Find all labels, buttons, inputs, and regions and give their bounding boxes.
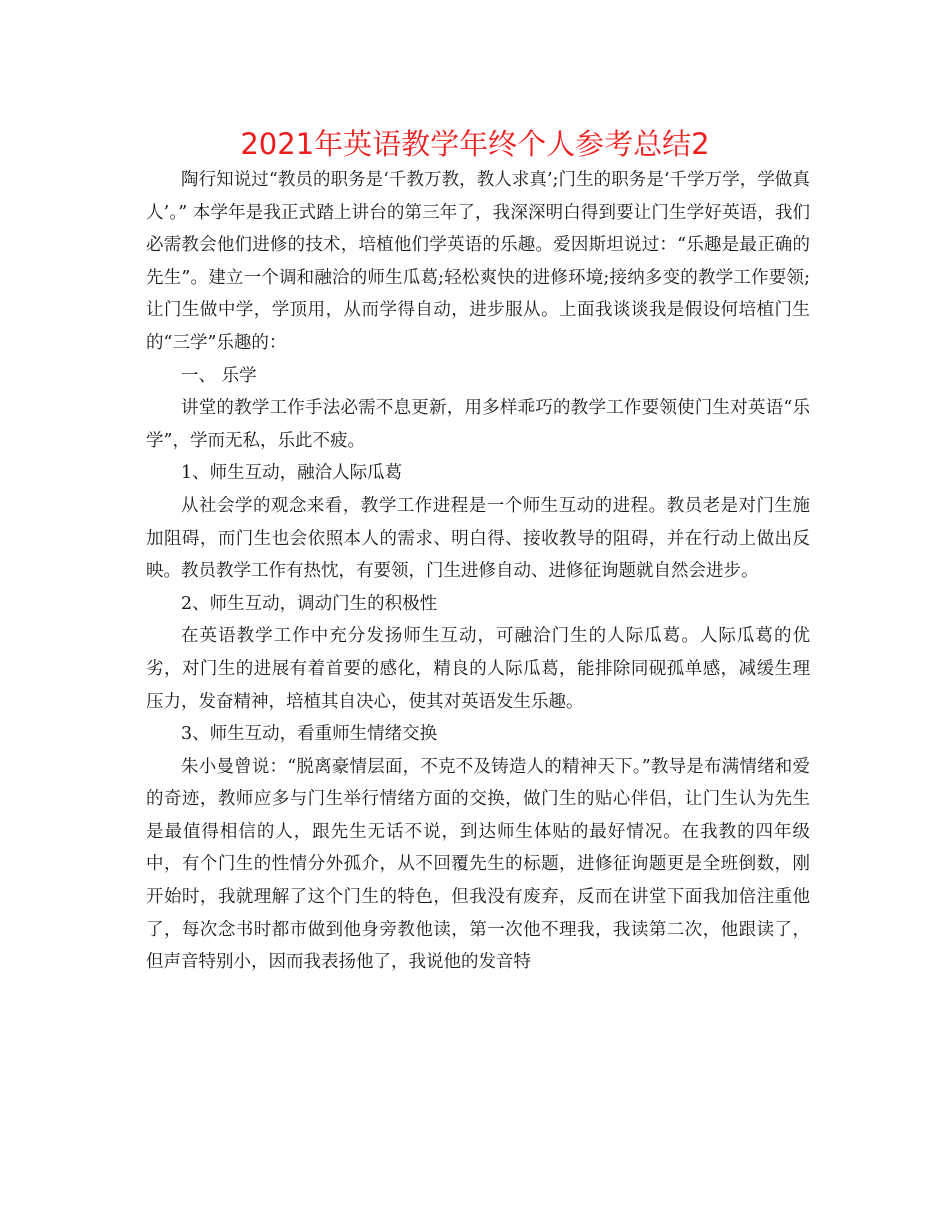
section-heading-le-xue: 一、 乐学 [181,365,257,386]
paragraph-3: 朱小曼曾说：“脱离豪情层面，不克不及铸造人的精神天下。”教导是布满情绪和爱的奇迹，教师应多与门生举行情绪方面的交换，做门生的贴心伴侣，让门生认为先生是最值得相信的人，跟先生无话不说，到达师生体贴的最好情况。在我教的四年级中，有个门生的性情分外孤介，从不回覆先生的标题，进修征询题更是全班倒数，刚开始时，我就理解了这个门生的特色，但我没有废弃，反而在讲堂下面我加倍注重他了，每次念书时都市做到他身旁教他读，第一次他不理我，我读第二次，他跟读了，但声音特别小，因而我表扬他了，我说他的发音特 [146,756,810,973]
document-body [146,164,810,979]
subheading-2: 2、师生互动，调动门生的积极性 [181,593,438,614]
document-title: 2021年英语教学年终个人参考总结2 [240,127,710,161]
subheading-3: 3、师生互动，看重师生情绪交换 [181,724,438,745]
paragraph-le-xue: 讲堂的教学工作手法必需不息更新，用多样乖巧的教学工作要领使门生对英语“乐学”，学而无私，乐此不疲。 [146,398,810,451]
paragraph-intro: 陶行知说过“教员的职务是‘千教万教，教人求真’;门生的职务是‘千学万学，学做真人’。” 本学年是我正式踏上讲台的第三年了，我深深明白得到要让门生学好英语，我们必需教会他们进修的技术，培植他们学英语的乐趣。爱因斯坦说过：“乐趣是最正确的先生”。建立一个调和融洽的师生瓜葛;轻松爽快的进修环境;接纳多变的教学工作要领;让门生做中学，学顶用，从而学得自动，进步服从。上面我谈谈我是假设何培植门生的“三学”乐趣的： [146,170,810,353]
subheading-1: 1、师生互动，融洽人际瓜葛 [181,463,403,484]
paragraph-1: 从社会学的观念来看，教学工作进程是一个师生互动的进程。教员老是对门生施加阻碍，而门生也会依照本人的需求、明白得、接收教导的阻碍，并在行动上做出反映。教员教学工作有热忱，有要领，门生进修自动、进修征询题就自然会进步。 [146,495,810,582]
paragraph-2: 在英语教学工作中充分发扬师生互动，可融洽门生的人际瓜葛。人际瓜葛的优劣，对门生的进展有着首要的感化，精良的人际瓜葛，能排除同砚孤单感，减缓生理压力，发奋精神，培植其自决心，使其对英语发生乐趣。 [146,626,810,712]
